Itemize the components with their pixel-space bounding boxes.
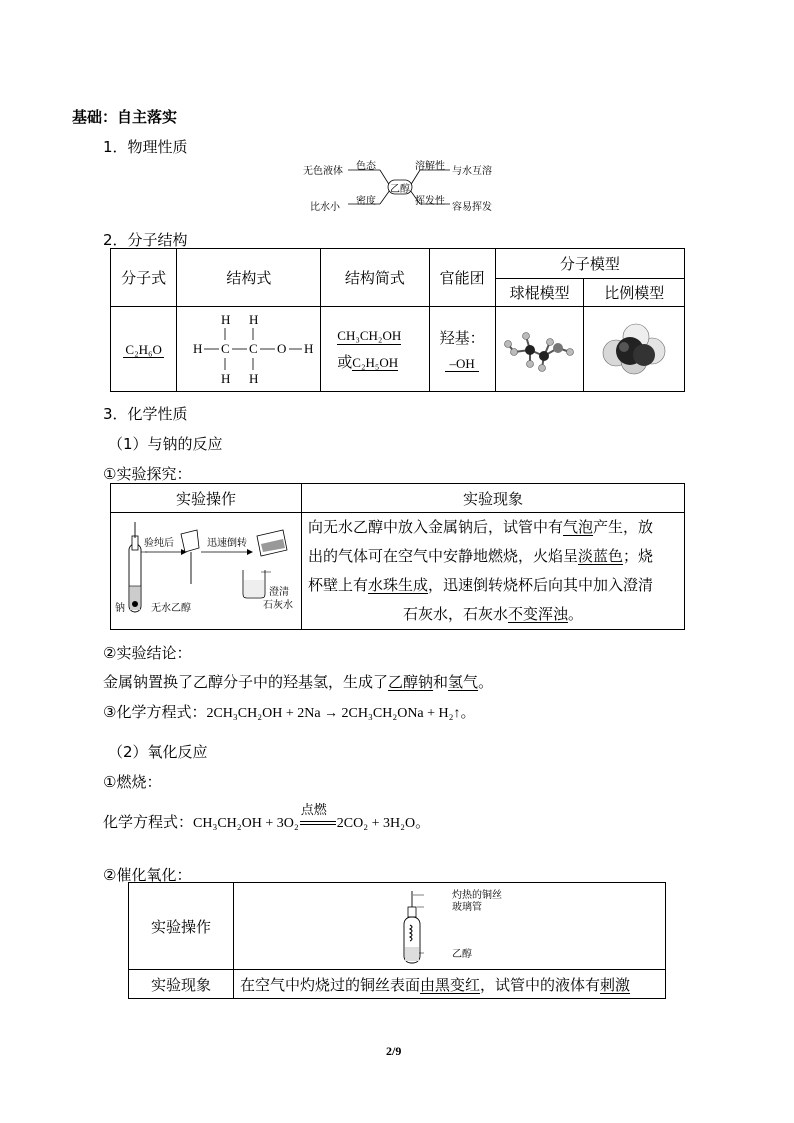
struct-h-right: H	[303, 341, 314, 356]
physical-properties-title: 1．物理性质	[103, 138, 188, 156]
equation-period: 。	[460, 703, 476, 721]
functional-group-text: –OH	[445, 356, 478, 372]
mindmap-branch-state: 色态	[356, 161, 376, 172]
conclusion-text	[103, 671, 493, 692]
label-limewater-2: 石灰水	[263, 600, 293, 611]
sodium-equation: 2CH₃CH₂OH + 2Na → 2CH₃CH₂ONa + H₂↑	[206, 706, 461, 721]
combustion-period: 。	[415, 813, 431, 831]
header-ball-stick: 球棍模型	[495, 279, 584, 307]
sodium-experiment-table	[110, 483, 685, 630]
mindmap-value-state: 无色液体	[303, 166, 343, 177]
catalytic-experiment-table	[128, 882, 666, 999]
structural-formula-drawing	[179, 309, 319, 389]
space-filling-model-image	[594, 319, 674, 379]
phen-text-1b: 产生，放	[593, 518, 654, 536]
struct-h-left: H	[192, 341, 203, 356]
label-hot-copper-wire: 灼热的铜丝	[452, 890, 502, 901]
struct-h-top-1: H	[220, 312, 231, 327]
phenomenon-line-4	[308, 600, 678, 629]
header-molecular-model: 分子模型	[495, 249, 684, 279]
cell-sodium-phenomenon	[302, 513, 685, 630]
mindmap-center: 乙醇	[390, 184, 410, 195]
equation-line	[103, 701, 476, 722]
phen-text-3a: 杯壁上有	[308, 576, 369, 594]
phen-text-2a: 出的气体可在空气中安静地燃烧，火焰呈	[308, 547, 579, 565]
cell-operation-label: 实验操作	[129, 883, 234, 970]
cell-functional-group	[429, 307, 495, 392]
combustion-products: 2CO₂ + 3H₂O	[336, 816, 416, 831]
section-heading: 基础：自主落实	[72, 108, 178, 126]
header-functional-group: 官能团	[429, 249, 495, 307]
equals-bar	[300, 821, 336, 825]
combustion-equation-label: 化学方程式：	[103, 813, 194, 831]
phen-text-4a: 石灰水，石灰水	[402, 605, 508, 623]
condensed-formula-1: CH₃CH₂OH	[337, 328, 402, 343]
label-limewater-1: 澄清	[269, 587, 289, 598]
phen-answer-water-droplets: 水珠生成	[368, 576, 429, 594]
combustion-label: ①燃烧：	[103, 773, 162, 791]
cell-structural	[177, 307, 321, 392]
header-condensed: 结构简式	[321, 249, 429, 307]
mindmap-value-volatility: 容易挥发	[452, 202, 492, 213]
struct-c-1: C	[220, 341, 230, 356]
phen-answer-not-turbid: 不变浑浊	[507, 605, 568, 623]
cell-ball-stick-model	[495, 307, 584, 392]
mindmap-branch-density: 密度	[356, 196, 376, 207]
ignite-condition: 点燃	[300, 803, 327, 818]
conclusion-and: 和	[433, 673, 449, 691]
struct-h-bottom-1: H	[220, 371, 231, 386]
label-ethanol: 乙醇	[452, 949, 472, 960]
cell-condensed	[321, 307, 429, 392]
mindmap-branch-volatility: 挥发性	[415, 196, 445, 207]
mindmap-value-density: 比水小	[310, 202, 340, 213]
label-purify: 验纯后	[144, 538, 174, 549]
label-glass-tube: 玻璃管	[452, 902, 482, 913]
properties-mindmap	[300, 156, 500, 214]
catalytic-phen-b: ，试管中的液体有	[480, 975, 601, 994]
cell-catalytic-apparatus	[234, 883, 666, 970]
conclusion-part-a: 金属钠置换了乙醇分子中的羟基氢，生成了	[103, 673, 389, 691]
chemical-properties-title: 3．化学性质	[103, 405, 188, 423]
molecular-structure-table	[110, 248, 685, 392]
combustion-equation-line	[103, 803, 431, 832]
catalytic-answer-black-to-red: 由黑变红	[420, 975, 481, 994]
sodium-reaction-title: （1）与钠的反应	[108, 435, 223, 453]
struct-h-bottom-2: H	[248, 371, 259, 386]
condensed-or: 或	[337, 353, 353, 371]
phen-answer-pale-blue: 淡蓝色	[578, 547, 624, 565]
cell-formula	[111, 307, 177, 392]
condensed-formula-2: C₂H₅OH	[352, 355, 399, 370]
struct-c-2: C	[248, 341, 258, 356]
struct-o: O	[276, 341, 287, 356]
experiment-explore-label: ①实验探究：	[103, 465, 192, 483]
reaction-condition	[299, 803, 337, 831]
catalytic-phen-a: 在空气中灼烧过的铜丝表面	[240, 975, 421, 994]
label-absolute-ethanol: 无水乙醇	[151, 603, 191, 614]
cell-space-filling-model	[584, 307, 685, 392]
oxidation-title: （2）氧化反应	[108, 743, 208, 761]
catalytic-oxidation-label: ②催化氧化：	[103, 866, 192, 884]
phenomenon-line-1	[308, 513, 678, 542]
conclusion-answer-hydrogen: 氢气	[448, 673, 479, 691]
functional-name: 羟基：	[439, 328, 485, 347]
molecular-structure-title: 2．分子结构	[103, 231, 188, 249]
header-formula: 分子式	[111, 249, 177, 307]
ball-stick-model-image	[500, 324, 580, 374]
label-invert: 迅速倒转	[207, 538, 247, 549]
header-structural: 结构式	[177, 249, 321, 307]
conclusion-period: 。	[478, 673, 494, 691]
label-sodium: 钠	[115, 603, 125, 614]
mindmap-value-solubility: 与水互溶	[452, 166, 492, 177]
phenomenon-line-2	[308, 542, 678, 571]
cell-sodium-apparatus	[111, 513, 302, 630]
conclusion-answer-sodium-ethoxide: 乙醇钠	[388, 673, 434, 691]
phen-answer-bubbles: 气泡	[563, 518, 594, 536]
cell-catalytic-phenomenon	[234, 970, 666, 999]
catalytic-answer-pungent: 刺激	[600, 975, 631, 994]
struct-h-top-2: H	[248, 312, 259, 327]
phenomenon-line-3	[308, 571, 678, 600]
combustion-reactants: CH₃CH₂OH + 3O₂	[193, 816, 299, 831]
equation-label: ③化学方程式：	[103, 703, 207, 721]
phen-text-3b: ，迅速倒转烧杯后向其中加入澄清	[428, 576, 654, 594]
cell-phenomenon-label: 实验现象	[129, 970, 234, 999]
page-number: 2/9	[386, 1044, 402, 1058]
header-space-filling: 比例模型	[584, 279, 685, 307]
conclusion-label: ②实验结论：	[103, 644, 192, 662]
phen-text-4b: 。	[568, 605, 584, 623]
header-phenomenon: 实验现象	[302, 484, 685, 513]
phen-text-1a: 向无水乙醇中放入金属钠后，试管中有	[308, 518, 564, 536]
formula-text: C₂H₆O	[125, 342, 162, 357]
mindmap-branch-solubility: 溶解性	[415, 161, 445, 172]
phen-text-2b: ；烧	[623, 547, 654, 565]
header-operation: 实验操作	[111, 484, 302, 513]
